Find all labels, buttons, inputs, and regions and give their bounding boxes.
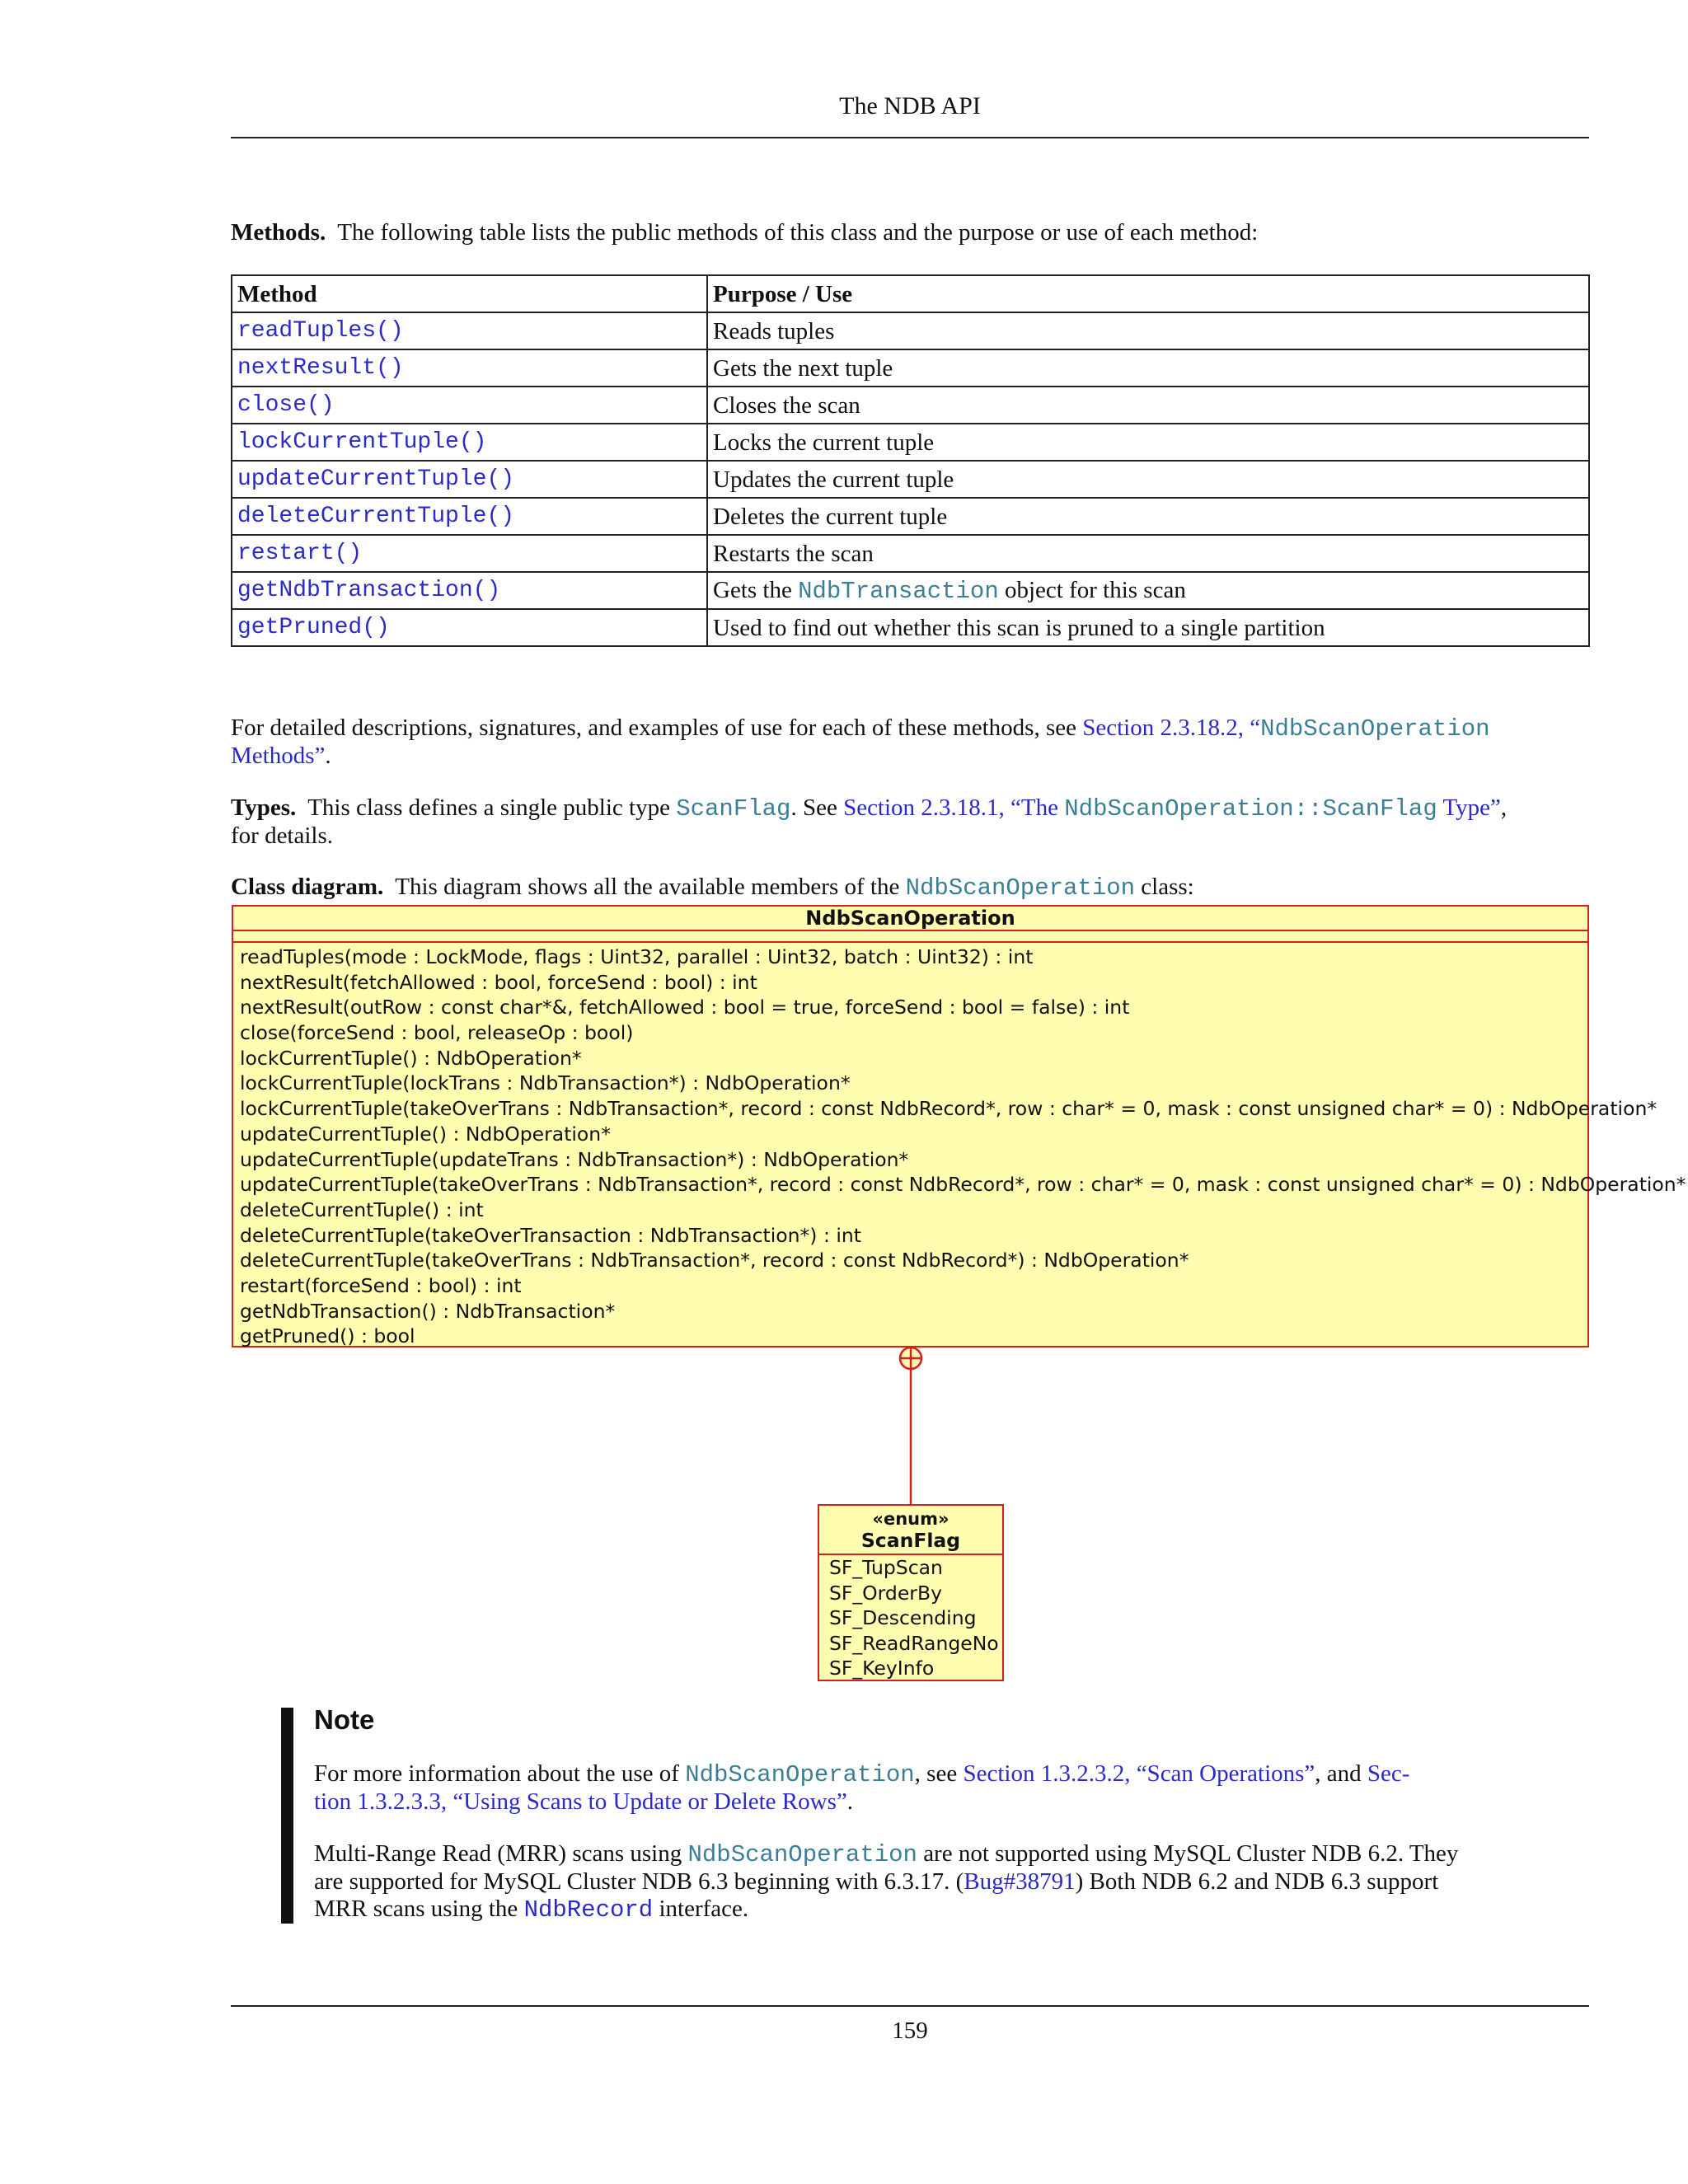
uml-enum-values xyxy=(819,1555,1002,1681)
uml-operation: lockCurrentTuple(takeOverTrans : NdbTransaction*, record : const NdbRecord*, row : char* = 0, mask : const unsigned char* = 0) : NdbOperation* xyxy=(240,1097,1658,1121)
scanflag-code-link[interactable]: ScanFlag xyxy=(676,795,791,823)
link-text: tion 1.3.2.3.3, “Using Scans to Update or Delete Rows” xyxy=(314,1788,847,1815)
table-row xyxy=(232,387,1589,424)
methods-table xyxy=(231,274,1590,647)
header-rule xyxy=(231,137,1589,138)
link-code: NdbScanOperation::ScanFlag xyxy=(1064,795,1437,823)
table-row xyxy=(232,572,1589,609)
note-text: , see xyxy=(914,1760,964,1787)
section-link-scanflag-type[interactable] xyxy=(843,794,1501,821)
note-title: Note xyxy=(314,1704,375,1735)
uml-class-box xyxy=(232,905,1686,1348)
uml-operations-compartment xyxy=(233,943,1686,1349)
link-text: Type” xyxy=(1437,794,1501,821)
uml-enum-stereotype: «enum» xyxy=(872,1509,950,1529)
page-header: The NDB API xyxy=(839,92,981,120)
ndbscanoperation-code-link[interactable]: NdbScanOperation xyxy=(905,874,1136,902)
methods-label: Methods. xyxy=(231,219,326,246)
note-text: , and xyxy=(1315,1760,1367,1787)
uml-enum-value: SF_ReadRangeNo xyxy=(829,1631,999,1655)
method-link[interactable]: deleteCurrentTuple() xyxy=(232,498,707,535)
link-text: Section 2.3.18.1, “The xyxy=(843,794,1065,821)
uml-enum-box xyxy=(818,1504,1004,1681)
note-text: are supported for MySQL Cluster NDB 6.3 beginning with 6.3.17. ( xyxy=(314,1868,964,1895)
note-text: interface. xyxy=(653,1896,749,1922)
column-header-purpose: Purpose / Use xyxy=(707,275,1589,312)
link-text: Section 2.3.18.2, “ xyxy=(1082,715,1261,741)
uml-operation: getNdbTransaction() : NdbTransaction* xyxy=(240,1299,616,1323)
class-diagram-text: class: xyxy=(1135,874,1194,900)
uml-enum-name: ScanFlag xyxy=(860,1529,961,1552)
table-row xyxy=(232,424,1589,461)
footer-rule xyxy=(231,2005,1589,2007)
uml-enum-value: SF_OrderBy xyxy=(829,1581,942,1605)
methods-intro-text: The following table lists the public methods of this class and the purpose or use of each method: xyxy=(337,219,1259,246)
ndbtransaction-code-link[interactable]: NdbTransaction xyxy=(798,577,999,605)
uml-operation: deleteCurrentTuple(takeOverTrans : NdbTransaction*, record : const NdbRecord*) : NdbOperation* xyxy=(240,1249,1189,1272)
note-text: . xyxy=(846,1788,854,1815)
method-purpose: Reads tuples xyxy=(707,312,1589,349)
bug-link[interactable]: Bug#38791 xyxy=(964,1868,1076,1895)
methods-intro xyxy=(231,219,1589,246)
uml-operation: restart(forceSend : bool) : int xyxy=(240,1273,522,1297)
class-diagram-text: This diagram shows all the available members of the xyxy=(395,874,906,900)
method-link[interactable]: lockCurrentTuple() xyxy=(232,424,707,461)
types-label: Types. xyxy=(231,794,297,821)
uml-enum-value: SF_KeyInfo xyxy=(829,1657,935,1680)
method-link[interactable]: close() xyxy=(232,387,707,424)
column-header-method: Method xyxy=(232,275,707,312)
uml-operation: updateCurrentTuple(updateTrans : NdbTransaction*) : NdbOperation* xyxy=(240,1147,909,1171)
uml-enum-value: SF_TupScan xyxy=(829,1556,943,1579)
class-diagram-label: Class diagram. xyxy=(231,874,384,900)
uml-attributes-compartment xyxy=(233,931,1587,943)
details-text: For detailed descriptions, signatures, and examples of use for each of these methods, see xyxy=(231,715,1083,741)
uml-operation: deleteCurrentTuple() : int xyxy=(240,1197,484,1221)
method-purpose xyxy=(707,572,1589,609)
note-text: For more information about the use of xyxy=(314,1760,686,1787)
uml-operation: nextResult(fetchAllowed : bool, forceSend : bool) : int xyxy=(240,970,757,994)
uml-operation: getPruned() : bool xyxy=(240,1324,415,1348)
note-paragraph-1 xyxy=(314,1760,1509,1816)
method-purpose: Restarts the scan xyxy=(707,535,1589,572)
uml-class-name: NdbScanOperation xyxy=(233,907,1587,931)
uml-operation: lockCurrentTuple(lockTrans : NdbTransaction*) : NdbOperation* xyxy=(240,1071,851,1095)
types-text: . See xyxy=(790,794,844,821)
note-text: Multi-Range Read (MRR) scans using xyxy=(314,1840,688,1867)
method-purpose: Closes the scan xyxy=(707,387,1589,424)
types-text: for details. xyxy=(231,823,334,849)
method-purpose: Deletes the current tuple xyxy=(707,498,1589,535)
note-sidebar-bar xyxy=(281,1708,293,1924)
table-row xyxy=(232,349,1589,387)
link-text: Sec- xyxy=(1367,1760,1410,1787)
method-purpose: Used to find out whether this scan is pruned to a single partition xyxy=(707,609,1589,646)
class-diagram-paragraph xyxy=(231,874,1589,902)
uml-operation: readTuples(mode : LockMode, flags : Uint32, parallel : Uint32, batch : Uint32) : int xyxy=(240,945,1034,968)
link-text: Methods” xyxy=(231,743,326,769)
uml-operation: nextResult(outRow : const char*&, fetchAllowed : bool = true, forceSend : bool = false) : int xyxy=(240,996,1130,1019)
table-row xyxy=(232,461,1589,498)
uml-operation: updateCurrentTuple() : NdbOperation* xyxy=(240,1122,611,1146)
uml-operation: updateCurrentTuple(takeOverTrans : NdbTransaction*, record : const NdbRecord*, row : char* = 0, mask : const unsigned char* = 0) : NdbOperation* xyxy=(240,1173,1686,1197)
uml-nesting-connector xyxy=(894,1343,927,1508)
table-row xyxy=(232,535,1589,572)
note-paragraph-2 xyxy=(314,1840,1509,1924)
ndbrecord-code-link[interactable]: NdbRecord xyxy=(523,1896,654,1924)
method-purpose: Updates the current tuple xyxy=(707,461,1589,498)
section-link-scan-operations[interactable]: Section 1.3.2.3.2, “Scan Operations” xyxy=(963,1760,1315,1787)
uml-operation: deleteCurrentTuple(takeOverTransaction : NdbTransaction*) : int xyxy=(240,1223,861,1247)
uml-enum-header xyxy=(819,1506,1002,1555)
types-paragraph xyxy=(231,794,1589,850)
method-purpose: Locks the current tuple xyxy=(707,424,1589,461)
uml-operation: lockCurrentTuple() : NdbOperation* xyxy=(240,1046,582,1070)
ndbscanoperation-code-link[interactable]: NdbScanOperation xyxy=(687,1841,917,1868)
details-paragraph xyxy=(231,715,1589,770)
ndbscanoperation-code-link[interactable]: NdbScanOperation xyxy=(685,1761,915,1788)
note-text: are not supported using MySQL Cluster NDB 6.2. They xyxy=(917,1840,1459,1867)
note-text: ) Both NDB 6.2 and NDB 6.3 support xyxy=(1075,1868,1439,1895)
table-header-row xyxy=(232,275,1589,312)
purpose-text: Gets the xyxy=(713,576,799,603)
note-text: MRR scans using the xyxy=(314,1896,524,1922)
purpose-text: object for this scan xyxy=(998,576,1186,603)
uml-enum-value: SF_Descending xyxy=(829,1606,977,1629)
method-link[interactable]: getNdbTransaction() xyxy=(232,572,707,609)
types-text: , xyxy=(1500,794,1507,821)
method-link[interactable]: updateCurrentTuple() xyxy=(232,461,707,498)
page-number: 159 xyxy=(892,2018,928,2044)
table-row xyxy=(232,312,1589,349)
types-text: This class defines a single public type xyxy=(307,794,677,821)
uml-operation: close(forceSend : bool, releaseOp : bool) xyxy=(240,1021,634,1045)
method-link[interactable]: restart() xyxy=(232,535,707,572)
link-code: NdbScanOperation xyxy=(1260,715,1490,743)
details-end: . xyxy=(325,743,331,769)
method-purpose: Gets the next tuple xyxy=(707,349,1589,387)
table-row xyxy=(232,498,1589,535)
table-row xyxy=(232,609,1589,646)
method-link[interactable]: getPruned() xyxy=(232,609,707,646)
method-link[interactable]: nextResult() xyxy=(232,349,707,387)
method-link[interactable]: readTuples() xyxy=(232,312,707,349)
